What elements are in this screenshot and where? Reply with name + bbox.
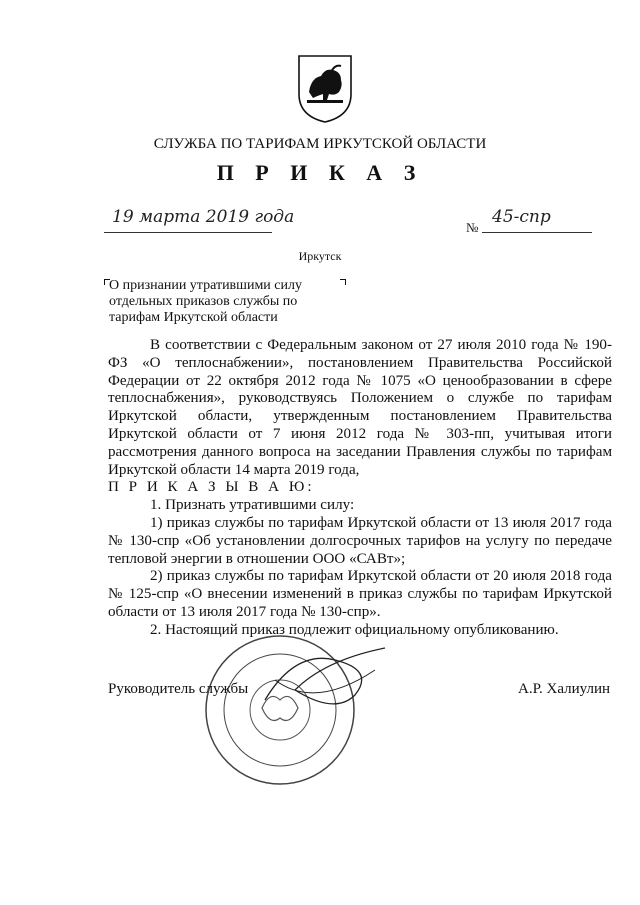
agency-name: СЛУЖБА ПО ТАРИФАМ ИРКУТСКОЙ ОБЛАСТИ xyxy=(153,136,487,152)
document-number: 45-спр xyxy=(492,207,551,227)
handwritten-signature xyxy=(255,640,395,720)
coat-of-arms-icon xyxy=(295,52,355,124)
subject-line: тарифам Иркутской области xyxy=(109,310,278,325)
document-title: П Р И К А З xyxy=(216,160,424,185)
order-item: 2. Настоящий приказ подлежит официальному опубликованию. xyxy=(150,621,559,638)
number-label: № xyxy=(466,220,479,235)
number-underline xyxy=(482,232,592,233)
order-item: 2) приказ службы по тарифам Иркутской области от 20 июля 2018 года № 125-спр «О внесении изменений в приказ службы по тарифам Иркутской области от 13 июля 2017 года № 130-спр». xyxy=(108,568,612,620)
subject-line: отдельных приказов службы по xyxy=(109,294,298,309)
subject-line: О признании утратившими силу xyxy=(109,278,302,293)
city: Иркутск xyxy=(298,249,342,263)
preamble: В соответствии с Федеральным законом от 27 июля 2010 года № 190-ФЗ «О теплоснабжении», постановлением Правительства Российской Федерации от 22 октября 2012 года № 1075 «О ценообразовании в сфере теплоснабжения», руководствуясь Положением о службе по тарифам Иркутской области, утвержденным постановлением Правительства Иркутской области от 7 июня 2012 года № 303-пп, учитывая итоги рассмотрения данного вопроса на заседании Правления службы по тарифам Иркутской области 14 марта 2019 года, xyxy=(108,337,612,478)
signer-name: А.Р. Халиулин xyxy=(518,681,611,697)
document-date: 19 марта 2019 года xyxy=(112,207,295,227)
document-subject xyxy=(109,278,345,326)
order-item: 1) приказ службы по тарифам Иркутской области от 13 июля 2017 года № 130-спр «Об установлении долгосрочных тарифов на услугу по передаче тепловой энергии в отношении ООО «САВт»; xyxy=(108,514,612,567)
signer-title: Руководитель службы xyxy=(108,681,249,697)
document-body xyxy=(108,337,612,640)
order-word: П Р И К А З Ы В А Ю: xyxy=(108,479,315,496)
date-underline xyxy=(104,232,272,233)
order-item: 1. Признать утратившими силу: xyxy=(150,497,355,514)
